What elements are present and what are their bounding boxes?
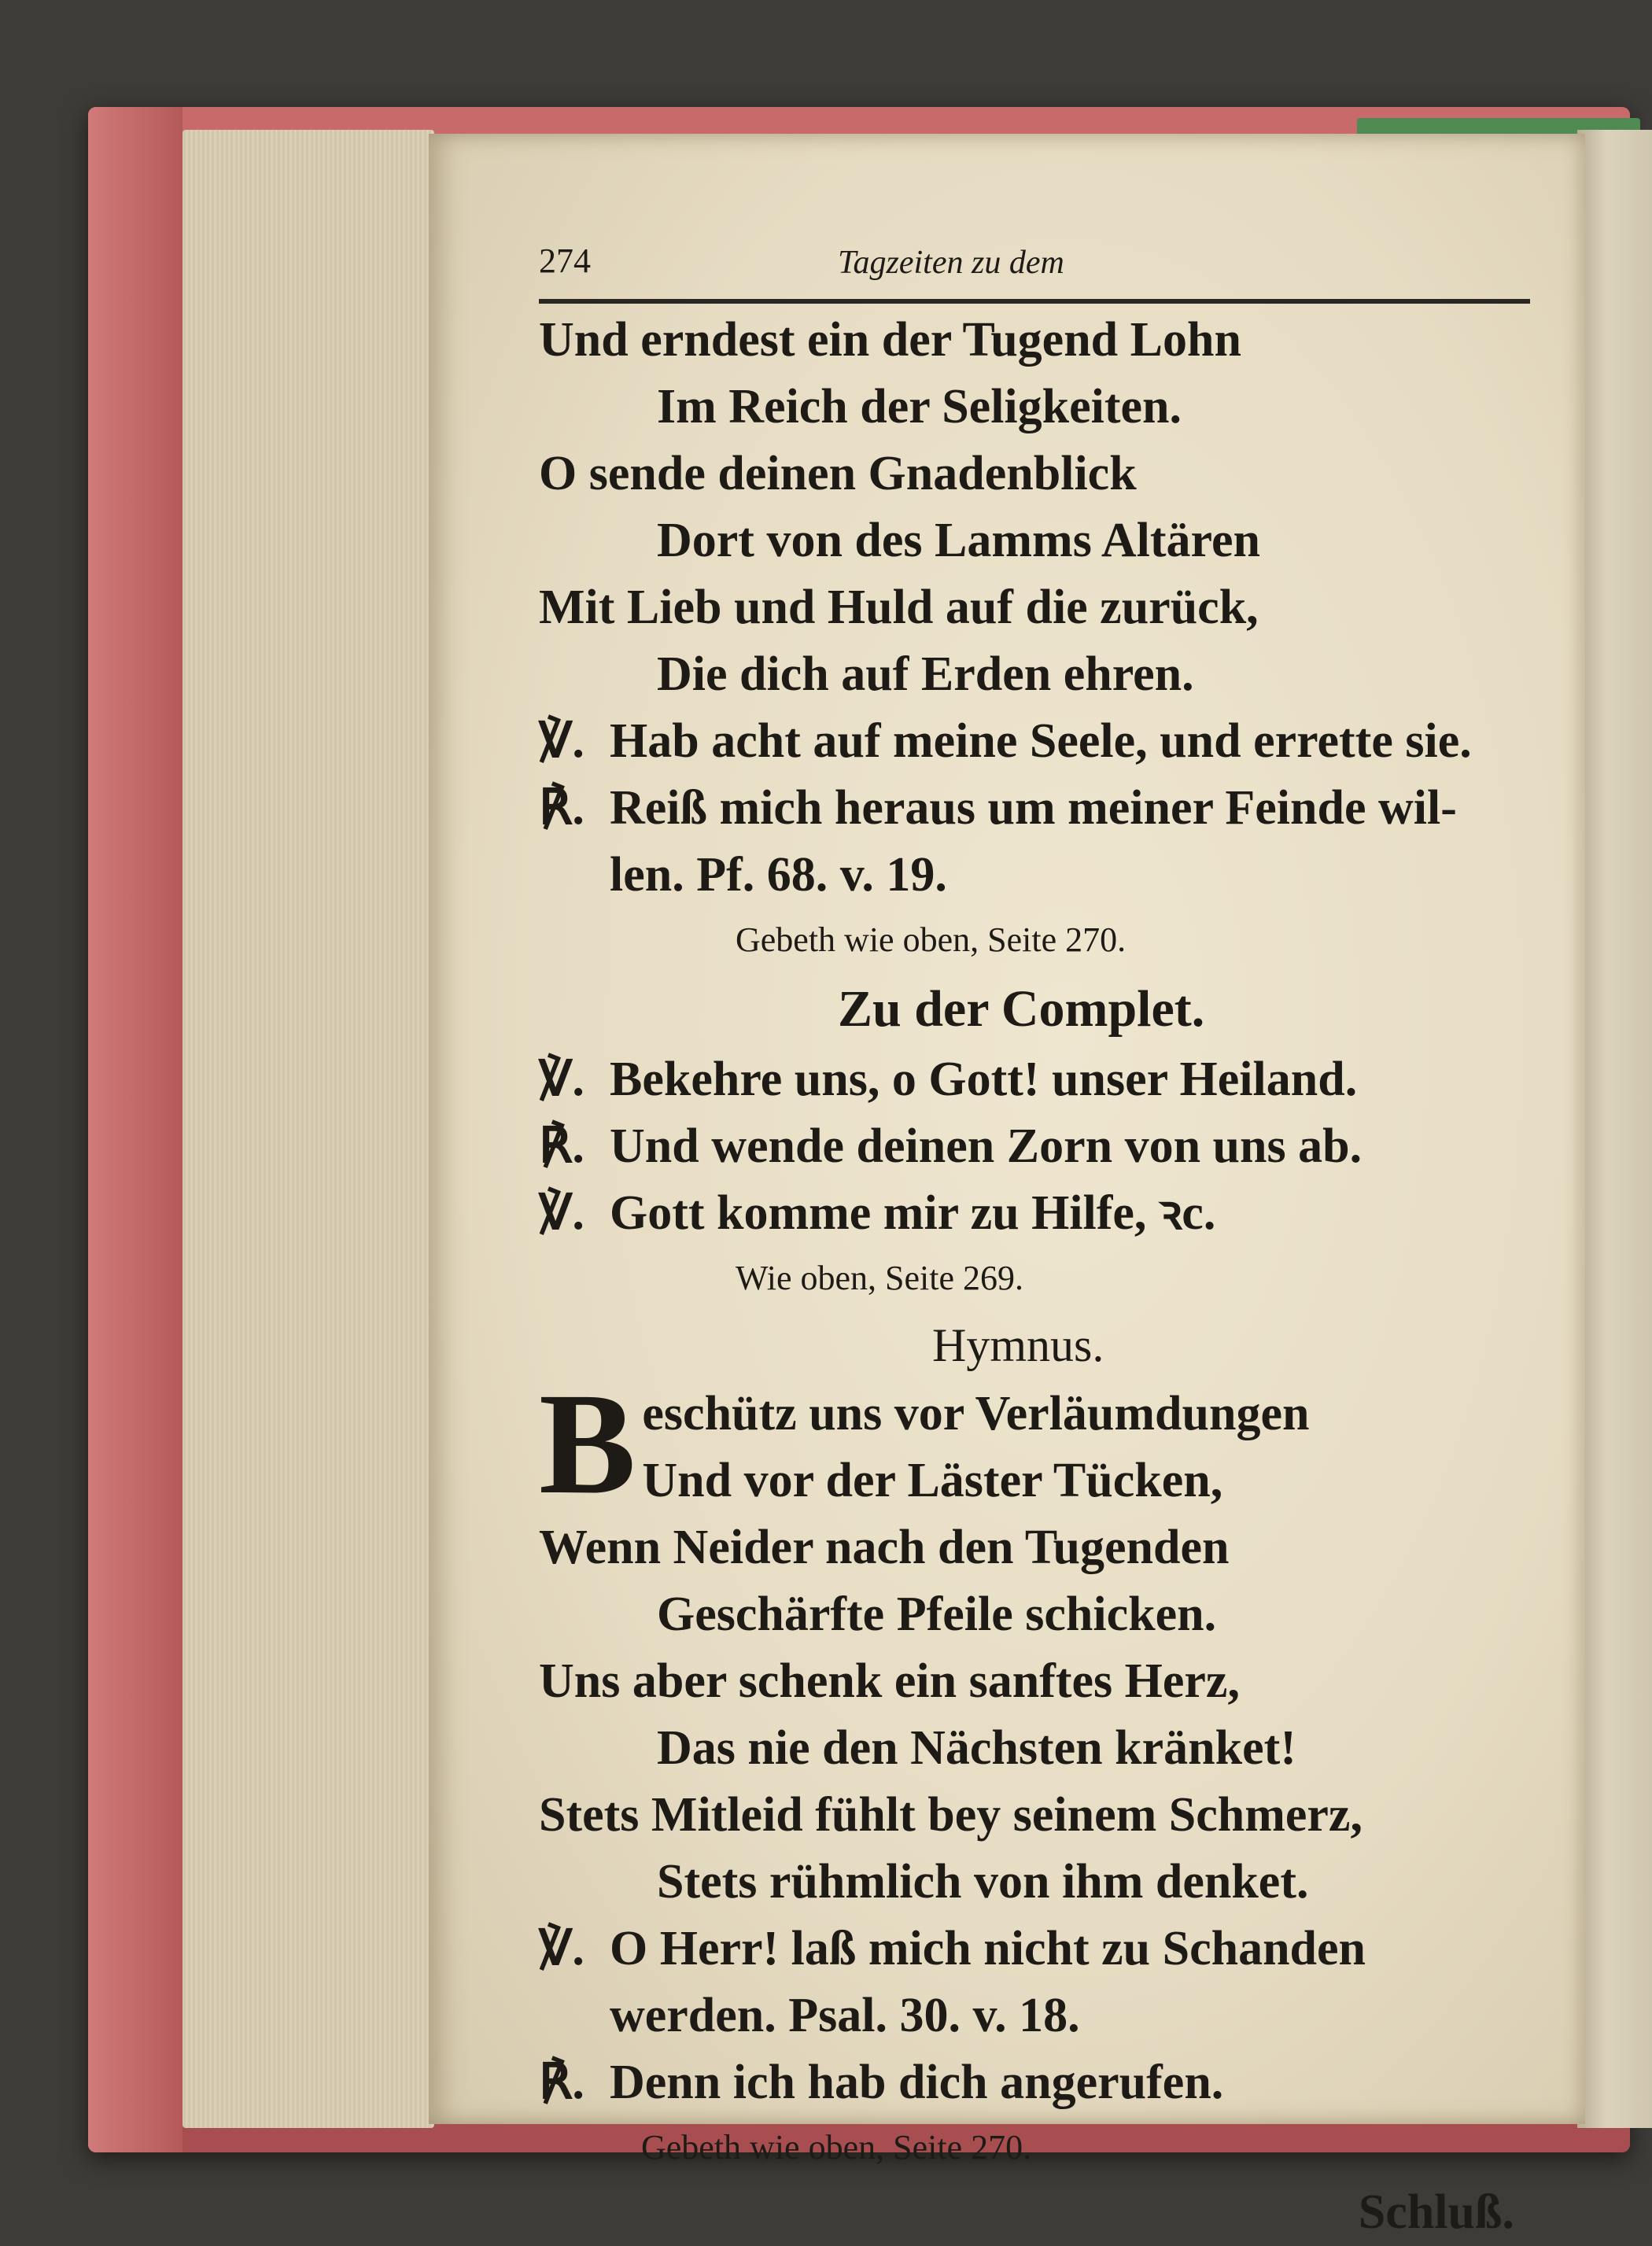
verse-line: Dort von des Lamms Altären — [657, 514, 1260, 567]
page-number: 274 — [539, 242, 591, 280]
hymn-line: Geschärfte Pfeile schicken. — [657, 1588, 1217, 1641]
response-text: Reiß mich heraus um meiner Feinde wil- — [610, 781, 1457, 835]
hymn-line: Uns aber schenk ein sanftes Herz, — [539, 1654, 1240, 1708]
prayer-reference-1: Gebeth wie oben, Seite 270. — [736, 920, 1127, 959]
verse-line: Mit Lieb und Huld auf die zurück, — [539, 581, 1259, 634]
page-stack-edges — [183, 130, 434, 2128]
drop-cap: B — [539, 1381, 636, 1514]
hymn-lines — [539, 1514, 1530, 1916]
response-1-continuation: len. Pf. 68. v. 19. — [610, 848, 947, 902]
complet-versicle — [539, 1046, 1530, 1113]
facing-page-edge — [1577, 130, 1652, 2128]
hymn-opening — [539, 1381, 1530, 1514]
verse-line: Und erndest ein der Tugend Lohn — [539, 313, 1241, 367]
versicle-text: O Herr! laß mich nicht zu Schanden — [610, 1922, 1366, 1975]
cover-spine-edge — [88, 107, 183, 2152]
versicle-marker: ℣. — [539, 714, 584, 768]
page-header — [539, 236, 1530, 304]
prayer-reference-3: Gebeth wie oben, Seite 270. — [641, 2128, 1032, 2167]
hymnus-title: Hymnus. — [932, 1319, 1104, 1371]
complet-versicle — [539, 1180, 1530, 1247]
versicle-3 — [539, 1916, 1530, 1982]
versicle-marker: ℟. — [539, 1119, 584, 1173]
response-3 — [539, 2049, 1530, 2116]
verse-line: Die dich auf Erden ehren. — [657, 647, 1194, 701]
section-heading: Zu der Complet. — [838, 980, 1205, 1038]
versicle-1 — [539, 708, 1530, 775]
response-1 — [539, 775, 1530, 842]
complet-versicles — [539, 1046, 1530, 1247]
hymn-line: eschütz uns vor Verläumdungen — [642, 1387, 1310, 1440]
prayer-reference-2: Wie oben, Seite 269. — [736, 1259, 1024, 1297]
verse-line: O sende deinen Gnadenblick — [539, 447, 1137, 500]
page-text — [539, 236, 1530, 2246]
response-marker: ℟. — [539, 2056, 584, 2109]
running-title: Tagzeiten zu dem — [838, 245, 1064, 281]
hymn-line: Das nie den Nächsten kränket! — [657, 1721, 1296, 1775]
versicle-3-continuation: werden. Psal. 30. v. 18. — [610, 1989, 1080, 2042]
hymn-line: Stets Mitleid fühlt bey seinem Schmerz, — [539, 1788, 1363, 1842]
versicle-marker: ℣. — [539, 1186, 584, 1240]
versicle-marker: ℣. — [539, 1922, 584, 1975]
versicle-text: Bekehre uns, o Gott! unser Heiland. — [610, 1053, 1358, 1106]
response-marker: ℟. — [539, 781, 584, 835]
verse-line: Im Reich der Seligkeiten. — [657, 380, 1182, 433]
hymn-line: Stets rühmlich von ihm denket. — [657, 1855, 1309, 1909]
versicle-marker: ℣. — [539, 1053, 584, 1106]
versicle-text: Und wende deinen Zorn von uns ab. — [610, 1119, 1363, 1173]
versicle-text: Gott komme mir zu Hilfe, ꝛc. — [610, 1186, 1216, 1240]
complet-versicle — [539, 1113, 1530, 1180]
catchword: Schluß. — [1358, 2185, 1514, 2239]
hymn-line: Und vor der Läster Tücken, — [642, 1454, 1223, 1507]
versicle-text: Hab acht auf meine Seele, und errette sie. — [610, 714, 1472, 768]
response-text: Denn ich hab dich angerufen. — [610, 2056, 1224, 2109]
hymn-line: Wenn Neider nach den Tugenden — [539, 1521, 1230, 1574]
verse-block-1 — [539, 307, 1530, 708]
